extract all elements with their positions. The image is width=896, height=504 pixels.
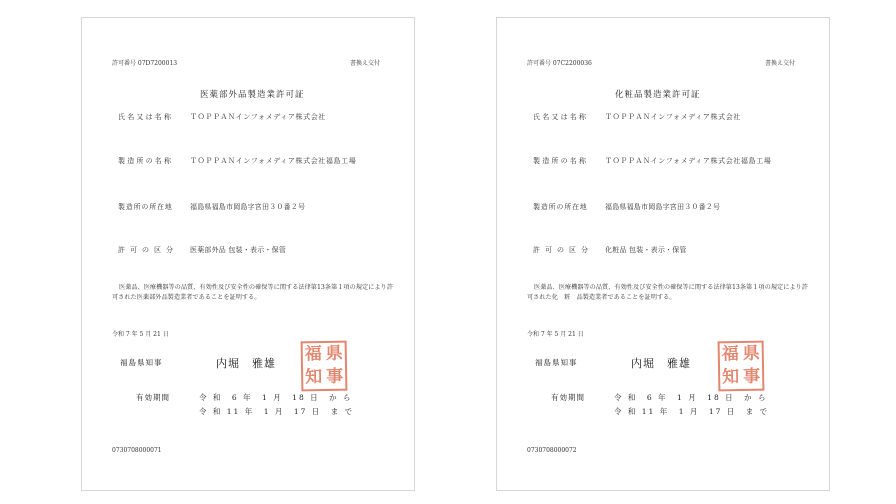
certification-text: 医薬品、医療機器等の品質、有効性及び安全性の確保等に関する法律第13条第１項の規定により許可された化 粧 品製造業者であることを証明する。 [527,284,808,301]
validity-to: 令 和 11 年 1 月 17 日 ま で [199,407,355,416]
facility-name-label: 製造所の名称 [118,157,174,165]
issue-date: 令和 7 年 5 月 21 日 [527,331,584,338]
facility-name-value: ＴＯＰＰＡＮインフォメディア株式会社福島工場 [190,157,357,165]
validity-to: 令 和 11 年 1 月 17 日 ま で [614,407,770,416]
name-value: ＴＯＰＰＡＮインフォメディア株式会社 [605,113,741,121]
facility-name-value: ＴＯＰＰＡＮインフォメディア株式会社福島工場 [605,157,772,165]
license-category-label: 許可の区分 [533,246,593,254]
document-title: 化粧品製造業許可証 [615,90,701,100]
validity-label: 有効期間 [551,393,585,402]
facility-address-value: 福島県福島市岡島字宮田３０番２号 [190,203,306,211]
license-category-value: 医薬部外品 包装・表示・保管 [190,246,287,254]
governor-title: 福島県知事 [120,358,163,367]
reissue-label: 書換え交付 [350,60,381,67]
footer-number: 0730708000072 [527,447,577,454]
permit-number: 許可番号 07D7200013 [112,60,178,67]
governor-signature: 内堀 雅雄 [631,357,691,370]
official-seal: 福 県 知 事 [301,341,348,392]
issue-date: 令和 7 年 5 月 21 日 [112,331,169,338]
permit-number: 許可番号 07C2200036 [527,60,592,67]
name-value: ＴＯＰＰＡＮインフォメディア株式会社 [190,113,326,121]
document-title: 医薬部外品製造業許可証 [200,90,305,100]
official-seal: 福 県 知 事 [718,341,765,392]
footer-number: 0730708000071 [112,447,162,454]
name-label: 氏名又は名称 [118,113,174,121]
governor-signature: 内堀 雅雄 [216,357,276,370]
license-document-quasi-drug [81,17,415,491]
validity-label: 有効期間 [136,393,170,402]
license-document-cosmetics [496,17,830,491]
license-category-label: 許可の区分 [118,246,178,254]
facility-name-label: 製造所の名称 [533,157,589,165]
governor-title: 福島県知事 [535,358,578,367]
validity-from: 令 和 6 年 1 月 18 日 か ら [614,393,768,402]
facility-address-value: 福島県福島市岡島字宮田３０番２号 [605,203,721,211]
name-label: 氏名又は名称 [533,113,589,121]
facility-address-label: 製造所の所在地 [533,203,588,211]
license-category-value: 化粧品 包装・表示・保管 [605,246,687,254]
facility-address-label: 製造所の所在地 [118,203,173,211]
reissue-label: 書換え交付 [765,60,796,67]
certification-text: 医薬品、医療機器等の品質、有効性及び安全性の確保等に関する法律第13条第１項の規定により許可された医薬部外品製造業者であることを証明する。 [112,284,393,301]
validity-from: 令 和 6 年 1 月 18 日 か ら [199,393,353,402]
